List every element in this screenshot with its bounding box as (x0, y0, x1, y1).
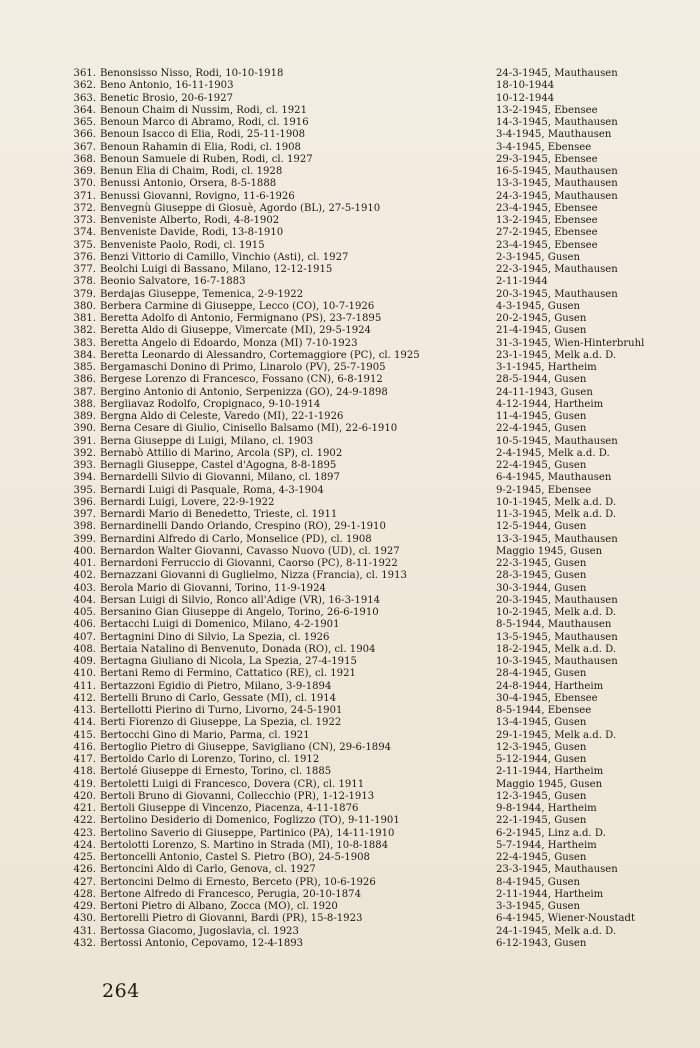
entry-text: Bernardini Alfredo di Carlo, Monselice (PD), cl. 1908 (100, 533, 372, 545)
list-item (70, 815, 690, 827)
list-item (70, 240, 690, 252)
entry-text: Bertagnini Dino di Silvio, La Spezia, cl. 1926 (100, 631, 330, 643)
entry-fate: 12-3-1945, Gusen (496, 741, 587, 753)
entry-text: Benussi Antonio, Orsera, 8-5-1888 (100, 178, 277, 190)
entry-number: 420. (73, 790, 96, 802)
entry-fate: 6-2-1945, Linz a.d. D. (496, 827, 606, 839)
entry-number: 373. (73, 215, 96, 226)
entry-fate: 22-3-1945, Mauthausen (496, 264, 618, 275)
entry-text: Bernagli Giuseppe, Castel d'Agogna, 8-8-1895 (100, 460, 337, 471)
list-item (70, 215, 690, 227)
entry-fate: 23-4-1945, Ebensee (496, 202, 598, 214)
entry-number: 361. (73, 68, 96, 79)
entry-text: Bertellotti Pierino di Turno, Livorno, 24-5-1901 (100, 705, 343, 716)
entry-number: 362. (73, 80, 96, 92)
entry-fate: 23-3-1945, Mauthausen (496, 864, 618, 876)
entry-text: Benussi Giovanni, Rovigno, 11-6-1926 (100, 190, 295, 202)
entry-number: 418. (73, 766, 96, 778)
entry-number: 417. (73, 754, 96, 765)
list-item (70, 313, 690, 325)
entry-number: 385. (73, 362, 96, 373)
entry-number: 428. (73, 888, 96, 900)
entry-number: 421. (73, 803, 96, 814)
entry-fate: 22-3-1945, Gusen (496, 558, 587, 569)
list-item (70, 583, 690, 595)
list-item (70, 852, 690, 864)
list-item (70, 485, 690, 497)
list-item (70, 877, 690, 889)
entry-number: 394. (73, 472, 96, 484)
entry-number: 399. (73, 533, 96, 545)
entry-text: Bernardon Walter Giovanni, Cavasso Nuovo (UD), cl. 1927 (100, 545, 400, 557)
list-item (70, 656, 690, 668)
list-item (70, 338, 690, 350)
entry-fate: 20-2-1945, Gusen (496, 313, 587, 324)
entry-text: Bergamaschi Donino di Primo, Linarolo (PV), 25-7-1905 (100, 362, 386, 373)
list-item (70, 105, 690, 117)
entry-number: 387. (73, 386, 96, 398)
entry-fate: 24-8-1944, Hartheim (496, 680, 604, 692)
entry-fate: 18-2-1945, Melk a.d. D. (496, 643, 617, 655)
entry-fate: 5-7-1944, Hartheim (496, 839, 597, 851)
entry-number: 379. (73, 288, 96, 300)
entry-text: Bernardinelli Dando Orlando, Crespino (RO), 29-1-1910 (100, 521, 386, 533)
list-item (70, 840, 690, 852)
entry-fate: 6-4-1945, Mauthausen (496, 472, 612, 484)
list-item (70, 803, 690, 815)
entry-text: Bertoli Bruno di Giovanni, Collecchio (PR), 1-12-1913 (100, 790, 375, 802)
entry-text: Bertolino Saverio di Giuseppe, Partinico (PA), 14-11-1910 (100, 827, 395, 839)
entry-text: Beretta Angelo di Edoardo, Monza (MI) 7-10-1923 (100, 337, 358, 349)
entry-number: 371. (73, 190, 96, 202)
entry-text: Bertolino Desiderio di Domenico, Foglizzo (TO), 9-11-1901 (100, 815, 400, 827)
entry-text: Benetic Brosio, 20-6-1927 (100, 92, 234, 104)
entry-text: Bertocchi Gino di Mario, Parma, cl. 1921 (100, 729, 310, 741)
entry-text: Bertolé Giuseppe di Ernesto, Torino, cl. 1885 (100, 766, 332, 778)
list-item (70, 411, 690, 423)
list-item (70, 68, 690, 80)
entry-number: 423. (73, 827, 96, 839)
entry-text: Bertagna Giuliano di Nicola, La Spezia, 27-4-1915 (100, 656, 357, 667)
entry-fate: 13-3-1945, Mauthausen (496, 533, 618, 545)
entry-number: 364. (73, 104, 96, 116)
entry-fate: 13-3-1945, Mauthausen (496, 178, 618, 190)
list-item (70, 129, 690, 141)
list-item (70, 607, 690, 619)
entry-number: 415. (73, 729, 96, 741)
entry-text: Bertolotti Lorenzo, S. Martino in Strada (MI), 10-8-1884 (100, 839, 389, 851)
entry-text: Bernardi Mario di Benedetto, Trieste, cl. 1911 (100, 509, 338, 520)
list-item (70, 913, 690, 925)
entry-number: 389. (73, 411, 96, 422)
entry-number: 410. (73, 668, 96, 680)
entry-text: Bertoncini Aldo di Carlo, Genova, cl. 1927 (100, 864, 316, 876)
entry-text: Bernabò Attilio di Marino, Arcola (SP), cl. 1902 (100, 447, 343, 459)
entry-text: Bertoni Pietro di Albano, Zocca (MO), cl. 1920 (100, 901, 338, 912)
entry-number: 386. (73, 374, 96, 386)
entry-fate: 27-2-1945, Ebensee (496, 227, 598, 239)
entry-number: 384. (73, 349, 96, 361)
entry-fate: 22-4-1945, Gusen (496, 852, 587, 863)
entry-number: 406. (73, 619, 96, 631)
list-item (70, 301, 690, 313)
entry-fate: 3-4-1945, Mauthausen (496, 129, 612, 141)
entry-text: Bernardi Luigi, Lovere, 22-9-1922 (100, 496, 275, 508)
entry-fate: 28-3-1945, Gusen (496, 570, 587, 582)
list-item (70, 766, 690, 778)
list-item (70, 436, 690, 448)
deportee-list (70, 68, 690, 950)
entry-fate: 20-3-1945, Mauthausen (496, 594, 618, 606)
entry-text: Bertone Alfredo di Francesco, Perugia, 20-10-1874 (100, 888, 361, 900)
list-item (70, 509, 690, 521)
list-item (70, 570, 690, 582)
entry-text: Berbera Carmine di Giuseppe, Lecco (CO), 10-7-1926 (100, 300, 375, 312)
entry-fate: 13-2-1945, Ebensee (496, 215, 598, 226)
entry-fate: 18-10-1944 (496, 80, 555, 92)
list-item (70, 264, 690, 276)
entry-number: 374. (73, 227, 96, 239)
list-item (70, 166, 690, 178)
entry-text: Berti Fiorenzo di Giuseppe, La Spezia, cl. 1922 (100, 717, 342, 729)
entry-number: 429. (73, 901, 96, 912)
entry-number: 432. (73, 937, 96, 949)
entry-text: Bersan Luigi di Silvio, Ronco all'Adige (VR), 16-3-1914 (100, 594, 381, 606)
list-item (70, 472, 690, 484)
entry-text: Bertacchi Luigi di Domenico, Milano, 4-2-1901 (100, 619, 340, 631)
entry-number: 392. (73, 447, 96, 459)
entry-fate: 22-1-1945, Gusen (496, 815, 587, 827)
entry-text: Bertoli Giuseppe di Vincenzo, Piacenza, 4-11-1876 (100, 803, 359, 814)
list-item (70, 558, 690, 570)
entry-fate: 3-3-1945, Gusen (496, 901, 580, 912)
entry-text: Benoun Rahamin di Elia, Rodi, cl. 1908 (100, 141, 301, 153)
entry-fate: 11-3-1945, Melk a.d. D. (496, 509, 617, 520)
entry-fate: 8-5-1944, Ebensee (496, 705, 592, 716)
entry-fate: 29-3-1945, Ebensee (496, 153, 598, 165)
entry-number: 407. (73, 631, 96, 643)
entry-fate: 4-12-1944, Hartheim (496, 398, 604, 410)
entry-number: 388. (73, 398, 96, 410)
entry-number: 404. (73, 594, 96, 606)
entry-number: 398. (73, 521, 96, 533)
entry-text: Bertossi Antonio, Cepovamo, 12-4-1893 (100, 937, 304, 949)
entry-text: Bergese Lorenzo di Francesco, Fossano (CN), 6-8-1912 (100, 374, 383, 386)
entry-text: Bertaia Natalino di Benvenuto, Donada (RO), cl. 1904 (100, 643, 376, 655)
list-item (70, 730, 690, 742)
entry-fate: 23-4-1945, Ebensee (496, 239, 598, 251)
entry-number: 424. (73, 839, 96, 851)
entry-fate: 13-5-1945, Mauthausen (496, 631, 618, 643)
list-item (70, 828, 690, 840)
entry-fate: 13-4-1945, Gusen (496, 717, 587, 729)
entry-number: 366. (73, 129, 96, 141)
entry-fate: 3-1-1945, Hartheim (496, 362, 597, 373)
list-item (70, 521, 690, 533)
entry-text: Berna Cesare di Giulio, Cinisello Balsamo (MI), 22-6-1910 (100, 423, 398, 435)
entry-fate: 16-5-1945, Mauthausen (496, 166, 618, 177)
entry-fate: 10-2-1945, Melk a.d. D. (496, 607, 617, 618)
list-item (70, 632, 690, 644)
entry-text: Bergna Aldo di Celeste, Varedo (MI), 22-1-1926 (100, 411, 344, 422)
entry-text: Beolchi Luigi di Bassano, Milano, 12-12-1915 (100, 264, 333, 275)
entry-number: 401. (73, 558, 96, 569)
list-item (70, 448, 690, 460)
entry-number: 395. (73, 484, 96, 496)
entry-fate: 12-5-1944, Gusen (496, 521, 587, 533)
entry-fate: 13-2-1945, Ebensee (496, 104, 598, 116)
entry-number: 408. (73, 643, 96, 655)
list-item (70, 619, 690, 631)
entry-number: 402. (73, 570, 96, 582)
entry-fate: 20-3-1945, Mauthausen (496, 288, 618, 300)
entry-fate: 23-1-1945, Melk a.d. D. (496, 349, 617, 361)
entry-number: 378. (73, 276, 96, 288)
entry-number: 367. (73, 141, 96, 153)
list-item (70, 595, 690, 607)
list-item (70, 779, 690, 791)
list-item (70, 534, 690, 546)
entry-text: Bergino Antonio di Antonio, Serpenizza (GO), 24-9-1898 (100, 386, 388, 398)
list-item (70, 938, 690, 950)
list-item (70, 423, 690, 435)
entry-fate: 31-3-1945, Wien-Hinterbruhl (496, 337, 645, 349)
entry-fate: 28-5-1944, Gusen (496, 374, 587, 386)
entry-fate: 2-11-1944, Hartheim (496, 766, 604, 778)
entry-fate: 10-12-1944 (496, 92, 555, 104)
entry-fate: 24-1-1945, Melk a.d. D. (496, 925, 617, 937)
entry-text: Bernazzani Giovanni di Guglielmo, Nizza (Francia), cl. 1913 (100, 570, 407, 582)
entry-number: 422. (73, 815, 96, 827)
entry-fate: 6-4-1945, Wiener-Noustadt (496, 913, 636, 925)
entry-text: Bertoglio Pietro di Giuseppe, Savigliano (CN), 29-6-1894 (100, 741, 392, 753)
list-item (70, 460, 690, 472)
list-item (70, 864, 690, 876)
entry-fate: 10-5-1945, Mauthausen (496, 435, 618, 447)
entry-fate: Maggio 1945, Gusen (496, 545, 603, 557)
list-item (70, 754, 690, 766)
list-item (70, 681, 690, 693)
list-item (70, 252, 690, 264)
entry-number: 409. (73, 656, 96, 667)
entry-number: 370. (73, 178, 96, 190)
entry-text: Bergliavaz Rodolfo, Cropignaco, 9-10-1914 (100, 398, 321, 410)
entry-text: Bertelli Bruno di Carlo, Gessate (MI), cl. 1914 (100, 692, 337, 704)
entry-fate: 6-12-1943, Gusen (496, 937, 587, 949)
entry-fate: 28-4-1945, Gusen (496, 668, 587, 680)
entry-number: 425. (73, 852, 96, 863)
entry-number: 411. (73, 680, 96, 692)
entry-number: 369. (73, 166, 96, 177)
entry-number: 377. (73, 264, 96, 275)
entry-fate: 22-4-1945, Gusen (496, 460, 587, 471)
list-item (70, 742, 690, 754)
entry-number: 400. (73, 545, 96, 557)
entry-text: Benoun Chaim di Nussim, Rodi, cl. 1921 (100, 104, 308, 116)
list-item (70, 203, 690, 215)
entry-text: Bersanino Gian Giuseppe di Angelo, Torino, 26-6-1910 (100, 607, 379, 618)
entry-number: 365. (73, 117, 96, 128)
list-item (70, 325, 690, 337)
list-item (70, 399, 690, 411)
entry-number: 427. (73, 876, 96, 888)
list-item (70, 117, 690, 129)
entry-number: 414. (73, 717, 96, 729)
entry-text: Bertorelli Pietro di Giovanni, Bardi (PR), 15-8-1923 (100, 913, 363, 925)
entry-number: 372. (73, 202, 96, 214)
entry-text: Benveniste Paolo, Rodi, cl. 1915 (100, 239, 265, 251)
list-item (70, 901, 690, 913)
entry-text: Bertoldo Carlo di Lorenzo, Torino, cl. 1912 (100, 754, 320, 765)
entry-number: 413. (73, 705, 96, 716)
entry-number: 426. (73, 864, 96, 876)
entry-fate: 21-4-1945, Gusen (496, 325, 587, 337)
entry-text: Benoun Marco di Abramo, Rodi, cl. 1916 (100, 117, 309, 128)
entry-number: 363. (73, 92, 96, 104)
entry-text: Bertoncelli Antonio, Castel S. Pietro (BO), 24-5-1908 (100, 852, 370, 863)
entry-fate: 3-4-1945, Ebensee (496, 141, 592, 153)
entry-text: Beretta Aldo di Giuseppe, Vimercate (MI), 29-5-1924 (100, 325, 371, 337)
entry-fate: 24-11-1943, Gusen (496, 386, 593, 398)
list-item (70, 693, 690, 705)
entry-text: Beretta Leonardo di Alessandro, Cortemaggiore (PC), cl. 1925 (100, 349, 420, 361)
list-item (70, 791, 690, 803)
entry-text: Benun Elia di Chaim, Rodi, cl. 1928 (100, 166, 283, 177)
entry-number: 403. (73, 582, 96, 594)
list-item (70, 668, 690, 680)
entry-number: 430. (73, 913, 96, 925)
entry-fate: 9-2-1945, Ebensee (496, 484, 592, 496)
entry-text: Benoun Isacco di Elia, Rodi, 25-11-1908 (100, 129, 306, 141)
entry-text: Beretta Adolfo di Antonio, Fermignano (PS), 23-7-1895 (100, 313, 382, 324)
list-item (70, 80, 690, 92)
list-item (70, 387, 690, 399)
entry-text: Beonio Salvatore, 16-7-1883 (100, 276, 246, 288)
entry-fate: 2-11-1944 (496, 276, 548, 288)
entry-text: Benveniste Davide, Rodi, 13-8-1910 (100, 227, 284, 239)
list-item (70, 154, 690, 166)
entry-fate: 24-3-1945, Mauthausen (496, 68, 618, 79)
entry-text: Berna Giuseppe di Luigi, Milano, cl. 1903 (100, 435, 314, 447)
list-item (70, 289, 690, 301)
entry-text: Bernardoni Ferruccio di Giovanni, Caorso (PC), 8-11-1922 (100, 558, 398, 569)
list-item (70, 276, 690, 288)
entry-fate: 10-1-1945, Melk a.d. D. (496, 496, 617, 508)
list-item (70, 362, 690, 374)
list-item (70, 93, 690, 105)
list-item (70, 350, 690, 362)
entry-number: 376. (73, 251, 96, 263)
entry-text: Benzi Vittorio di Camillo, Vinchio (Asti), cl. 1927 (100, 251, 349, 263)
entry-text: Bernardi Luigi di Pasquale, Roma, 4-3-1904 (100, 484, 324, 496)
entry-text: Bertani Remo di Fermino, Cattatico (RE), cl. 1921 (100, 668, 356, 680)
entry-text: Berola Mario di Giovanni, Torino, 11-9-1924 (100, 582, 326, 594)
entry-number: 416. (73, 741, 96, 753)
entry-text: Benoun Samuele di Ruben, Rodi, cl. 1927 (100, 153, 313, 165)
entry-number: 380. (73, 300, 96, 312)
entry-fate: 8-4-1945, Gusen (496, 876, 580, 888)
list-item (70, 191, 690, 203)
entry-fate: 4-3-1945, Gusen (496, 300, 580, 312)
entry-fate: 11-4-1945, Gusen (496, 411, 587, 422)
entry-number: 381. (73, 313, 96, 324)
entry-number: 368. (73, 153, 96, 165)
list-item (70, 717, 690, 729)
entry-number: 431. (73, 925, 96, 937)
entry-text: Berdajas Giuseppe, Temenica, 2-9-1922 (100, 288, 304, 300)
list-item (70, 142, 690, 154)
entry-text: Benonsisso Nisso, Rodi, 10-10-1918 (100, 68, 284, 79)
list-item (70, 374, 690, 386)
list-item (70, 227, 690, 239)
entry-number: 405. (73, 607, 96, 618)
list-item (70, 926, 690, 938)
entry-number: 390. (73, 423, 96, 435)
entry-number: 382. (73, 325, 96, 337)
entry-text: Benvegnù Giuseppe di Giosuè, Agordo (BL), 27-5-1910 (100, 202, 381, 214)
entry-fate: 12-3-1945, Gusen (496, 790, 587, 802)
entry-fate: 2-3-1945, Gusen (496, 251, 580, 263)
list-item (70, 889, 690, 901)
entry-fate: 2-11-1944, Hartheim (496, 888, 604, 900)
entry-number: 391. (73, 435, 96, 447)
list-item (70, 546, 690, 558)
entry-fate: 9-8-1944, Hartheim (496, 803, 597, 814)
entry-fate: 30-3-1944, Gusen (496, 582, 587, 594)
entry-fate: 30-4-1945, Ebensee (496, 692, 598, 704)
list-item (70, 705, 690, 717)
entry-fate: 2-4-1945, Melk a.d. D. (496, 447, 610, 459)
entry-number: 419. (73, 778, 96, 790)
entry-number: 393. (73, 460, 96, 471)
entry-text: Bertossa Giacomo, Jugoslavia, cl. 1923 (100, 925, 299, 937)
entry-fate: 8-5-1944, Mauthausen (496, 619, 612, 631)
list-item (70, 178, 690, 190)
entry-text: Bertoncini Delmo di Ernesto, Berceto (PR), 10-6-1926 (100, 876, 376, 888)
list-item (70, 497, 690, 509)
entry-fate: 24-3-1945, Mauthausen (496, 190, 618, 202)
page-number: 264 (102, 980, 140, 1002)
entry-fate: Maggio 1945, Gusen (496, 778, 603, 790)
entry-number: 397. (73, 509, 96, 520)
entry-fate: 22-4-1945, Gusen (496, 423, 587, 435)
entry-fate: 5-12-1944, Gusen (496, 754, 587, 765)
entry-fate: 29-1-1945, Melk a.d. D. (496, 729, 617, 741)
entry-number: 396. (73, 496, 96, 508)
entry-fate: 10-3-1945, Mauthausen (496, 656, 618, 667)
list-item (70, 644, 690, 656)
entry-number: 412. (73, 692, 96, 704)
entry-text: Bernardelli Silvio di Giovanni, Milano, cl. 1897 (100, 472, 340, 484)
entry-number: 375. (73, 239, 96, 251)
entry-text: Benveniste Alberto, Rodi, 4-8-1902 (100, 215, 280, 226)
entry-text: Bertoletti Luigi di Francesco, Dovera (CR), cl. 1911 (100, 778, 365, 790)
entry-fate: 14-3-1945, Mauthausen (496, 117, 618, 128)
entry-text: Beno Antonio, 16-11-1903 (100, 80, 234, 92)
entry-text: Bertazzoni Egidio di Pietro, Milano, 3-9-1894 (100, 680, 332, 692)
entry-number: 383. (73, 337, 96, 349)
